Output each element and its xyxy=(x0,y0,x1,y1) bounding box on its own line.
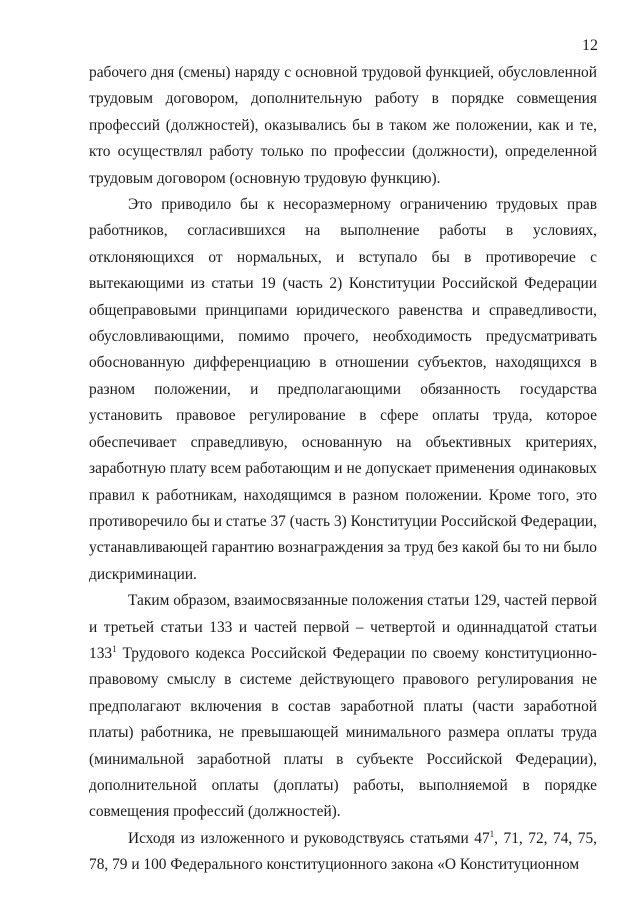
paragraph-3-text-start: Таким образом, взаимосвязанные положения статьи 129, частей первой и третьей статьи 133 и частей первой – четвертой и одиннадцатой статьи 133 xyxy=(89,592,597,662)
document-body xyxy=(89,60,597,879)
paragraph-4 xyxy=(89,826,597,879)
page-number: 12 xyxy=(582,37,598,54)
paragraph-4-text-start: Исходя из изложенного и руководствуясь статьями 47 xyxy=(128,829,490,847)
paragraph-3-superscript: 1 xyxy=(112,643,117,654)
paragraph-4-text-end: , 71, 72, 74, 75, 78, 79 и 100 Федерального конституционного закона «О Конституционном xyxy=(89,829,597,874)
paragraph-2: Это приводило бы к несоразмерному ограничению трудовых прав работников, согласившихся на выполнение работы в условиях, отклоняющихся от нормальных, и вступало бы в противоречие с вытекающими из статьи 19 (часть 2) Конституции Российской Федерации общеправовыми принципами юридического равенства и справедливости, обусловливающими, помимо прочего, необходимость предусматривать обоснованную дифференциацию в отношении субъектов, находящихся в разном положении, и предполагающими обязанность государства установить правовое регулирование в сфере оплаты труда, которое обеспечивает справедливую, основанную на объективных критериях, заработную плату всем работающим и не допускает применения одинаковых правил к работникам, находящимся в разном положении. Кроме того, это противоречило бы и статье 37 (часть 3) Конституции Российской Федерации, устанавливающей гарантию вознаграждения за труд без какой бы то ни было дискриминации. xyxy=(89,196,597,583)
paragraph-1: рабочего дня (смены) наряду с основной трудовой функцией, обусловленной трудовым договором, дополнительную работу в порядке совмещения профессий (должностей), оказывались бы в таком же положении, как и те, кто осуществлял работу только по профессии (должности), определенной трудовым договором (основную трудовую функцию). xyxy=(89,64,597,187)
paragraph-4-superscript: 1 xyxy=(489,828,495,839)
paragraph-3-text-end: Трудового кодекса Российской Федерации по своему конституционно-правовому смыслу в системе действующего правового регулирования не предполагают включения в состав заработной платы (части заработной платы) работника, не превышающей минимального размера оплаты труда (минимальной заработной платы в субъекте Российской Федерации), дополнительной оплаты (доплаты) работы, выполняемой в порядке совмещения профессий (должностей). xyxy=(89,644,597,821)
paragraph-3 xyxy=(89,588,597,826)
